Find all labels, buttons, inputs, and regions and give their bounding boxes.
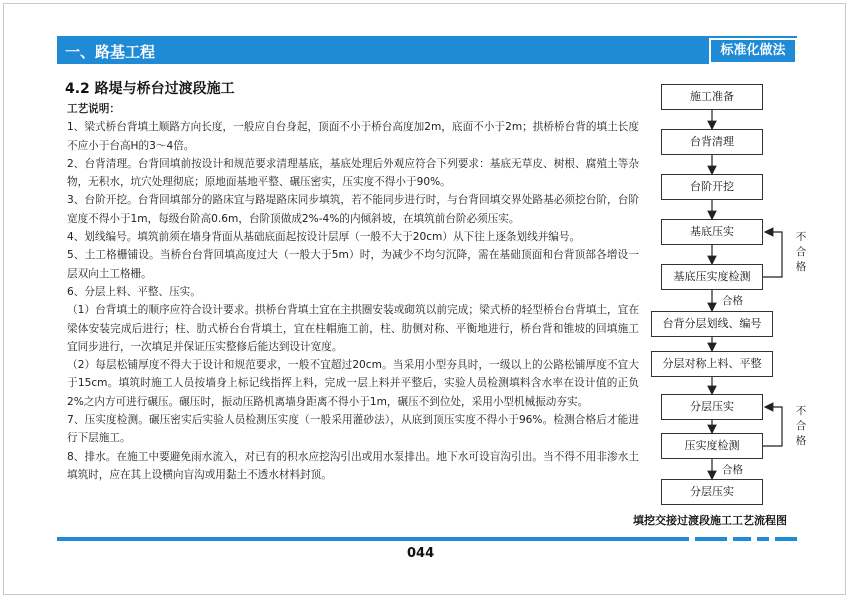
flow-step: 台阶开挖 bbox=[661, 174, 763, 200]
footer-bar-segment bbox=[733, 537, 751, 541]
flowchart-caption: 填挖交接过渡段施工工艺流程图 bbox=[633, 514, 787, 527]
paragraph: 7、压实度检测。碾压密实后实验人员检测压实度（一般采用灌砂法），从底到顶压实度不得小于96%。检测合格后才能进行下层施工。 bbox=[67, 414, 639, 445]
pass-label: 合格 bbox=[722, 464, 743, 476]
flow-step: 分层压实 bbox=[661, 479, 763, 505]
flow-step: 施工准备 bbox=[661, 84, 763, 110]
flow-step: 压实度检测 bbox=[661, 433, 763, 459]
paragraph: 4、划线编号。填筑前须在墙身背面从基础底面起按设计层厚（一般不大于20cm）从下往上逐条划线并编号。 bbox=[67, 231, 581, 244]
page-number: 044 bbox=[407, 546, 435, 561]
paragraph: （2）每层松铺厚度不得大于设计和规范要求，一般不宜超过20cm。当采用小型夯具时，一级以上的公路松铺厚度不宜大于15cm。填筑时施工人员按墙身上标记线指挥上料，完成一层上料并平整后，实验人员检测填料含水率在设计值的正负2%之内方可进行碾压。碾压时，振动压路机离墙身距离不得小于1m，碾压不到位处，采用小型机械振动夯实。 bbox=[67, 359, 639, 408]
section-title: 4.2 路堤与桥台过渡段施工 bbox=[65, 81, 235, 97]
paragraph: 1、梁式桥台背填土顺路方向长度，一般应自台身起，顶面不小于桥台高度加2m，底面不小于2m；拱桥桥台背的填土长度不应小于台高H的3～4倍。 bbox=[67, 121, 639, 152]
paragraph: 3、台阶开挖。台背回填部分的路床宜与路堤路床同步填筑，若不能同步进行时，与台背回填交界处路基必须挖台阶，台阶宽度不得小于1m，每级台阶高0.6m，台阶顶做成2%-4%的内倾斜坡，在填筑前台阶必须压实。 bbox=[67, 194, 639, 225]
paragraph: 5、土工格栅铺设。当桥台台背回填高度过大（一般大于5m）时，为减少不均匀沉降，需在基础顶面和台背顶部各增设一层双向土工格栅。 bbox=[67, 249, 639, 280]
description-heading: 工艺说明： bbox=[67, 103, 120, 115]
flow-step: 分层对称上料、平整 bbox=[651, 351, 773, 377]
fail-label: 不 合 格 bbox=[795, 231, 807, 273]
paragraph: 8、排水。在施工中要避免雨水流入，对已有的积水应挖沟引出或用水泵排出。地下水可设盲沟引出。当不得不用非渗水土填筑时，应在其上设横向盲沟或用黏土不透水材料封顶。 bbox=[67, 450, 639, 481]
fail-label: 不 合 格 bbox=[795, 405, 807, 447]
flow-step: 基底压实 bbox=[661, 219, 763, 245]
paragraph: （1）台背填土的顺序应符合设计要求。拱桥台背填土宜在主拱圈安装或砌筑以前完成；梁式桥的轻型桥台台背填土，宜在梁体安装完成后进行；柱、肋式桥台台背填土，宜在柱帽施工前，柱、肋侧对称、平衡地进行，桥台背和锥坡的回填施工宜同步进行，一次填足并保证压实整修后能达到设计宽度。 bbox=[67, 304, 639, 353]
flow-step: 台背清理 bbox=[661, 129, 763, 155]
footer-bar-segment bbox=[695, 537, 727, 541]
paragraph: 2、台背清理。台背回填前按设计和规范要求清理基底，基底处理后外观应符合下列要求：基底无草皮、树根、腐殖土等杂物，无积水，坑穴处理彻底；原地面基地平整、碾压密实，压实度不得小于90%。 bbox=[67, 157, 639, 189]
chapter-title: 一、路基工程 bbox=[65, 43, 156, 61]
flow-step: 分层压实 bbox=[661, 394, 763, 420]
flow-step: 基底压实度检测 bbox=[661, 264, 763, 290]
standard-tag: 标准化做法 bbox=[711, 40, 795, 62]
paragraph: 6、分层上料、平整、压实。 bbox=[67, 285, 201, 298]
footer-bar-segment bbox=[775, 537, 797, 541]
pass-label: 合格 bbox=[722, 295, 743, 307]
flow-step: 台背分层划线、编号 bbox=[651, 311, 773, 337]
footer-bar-segment bbox=[757, 537, 769, 541]
footer-bar bbox=[57, 537, 689, 541]
